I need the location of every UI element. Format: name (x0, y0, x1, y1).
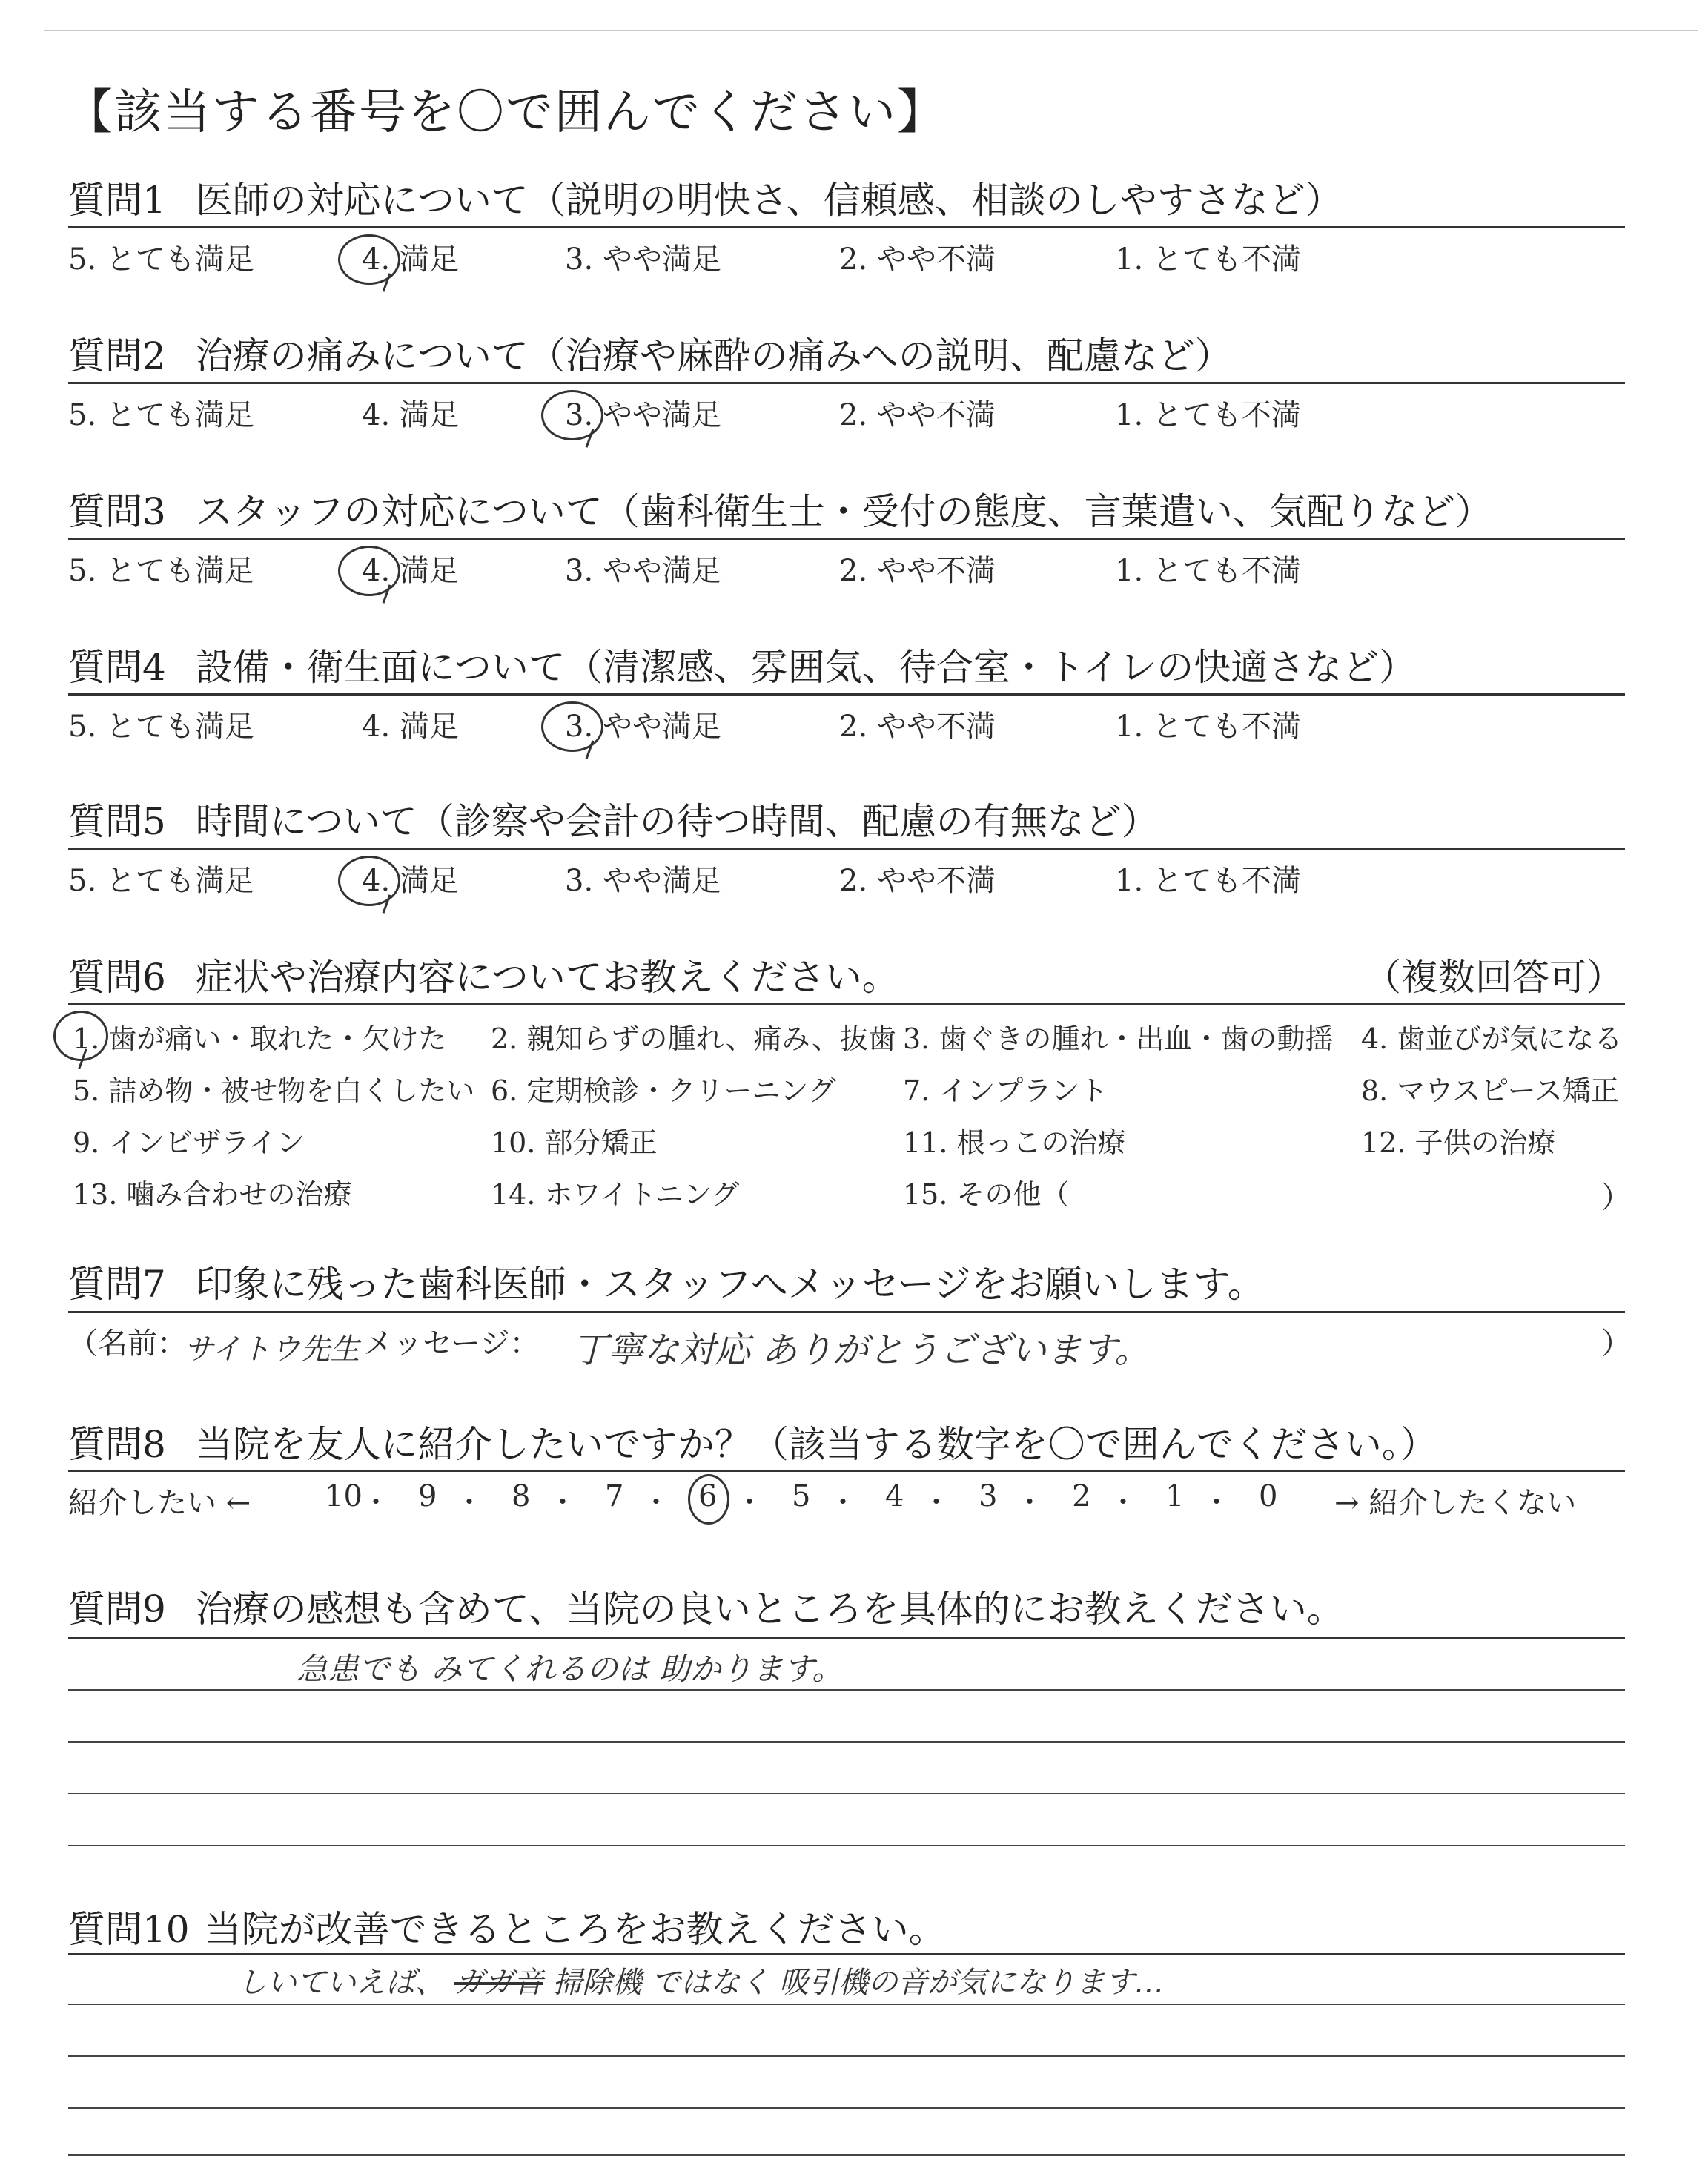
q9-answer-line (68, 1689, 1625, 1691)
q6-option[interactable]: 6. 定期検診・クリーニング (491, 1074, 836, 1107)
q8-scale-number[interactable]: 10 (325, 1479, 363, 1513)
q7-message-label: メッセージ： (363, 1327, 540, 1361)
q8-rule (68, 1470, 1625, 1472)
q8-separator: ・ (1109, 1486, 1138, 1519)
selection-circle (541, 701, 603, 752)
q9-heading (68, 1579, 1344, 1633)
rating-option[interactable]: 1. とても不満 (1115, 554, 1301, 588)
q6-option[interactable]: 10. 部分矯正 (491, 1126, 658, 1159)
q7-rule (68, 1311, 1625, 1313)
q8-heading (68, 1415, 1437, 1468)
q8-separator: ・ (549, 1486, 577, 1519)
rating-option[interactable]: 5. とても満足 (68, 554, 254, 588)
q6-option[interactable]: 8. マウスピース矯正 (1361, 1074, 1619, 1107)
q6-option[interactable]: 9. インビザライン (73, 1126, 305, 1159)
q9-answer: 急患でも みてくれるのは 助かります。 (297, 1651, 844, 1687)
q10-answer-line (68, 2107, 1625, 2109)
rating-option[interactable]: 3. やや満足 (565, 554, 721, 588)
q6-rule (68, 1003, 1625, 1005)
q8-separator: ・ (642, 1486, 671, 1519)
q7-name-value: サイトウ先生 (184, 1332, 360, 1367)
q8-separator: ・ (455, 1486, 484, 1519)
q9-text: 治療の感想も含めて、当院の良いところを具体的にお教えください。 (195, 1588, 1344, 1631)
q6-option[interactable]: 4. 歯並びが気になる (1361, 1023, 1623, 1055)
question-text: 医師の対応について（説明の明快さ、信頼感、相談のしやすさなど） (195, 179, 1343, 222)
q8-scale-number[interactable]: 2 (1072, 1479, 1091, 1513)
question-label: 質問1 (68, 179, 166, 222)
selection-circle (338, 856, 400, 906)
q10-rule (68, 1953, 1625, 1955)
question-rule (68, 693, 1625, 696)
q9-rule (68, 1637, 1625, 1639)
q6-option[interactable]: 14. ホワイトニング (491, 1178, 740, 1211)
question-heading (68, 792, 1159, 845)
q8-scale-number[interactable]: 4 (885, 1479, 904, 1513)
q6-option[interactable]: 11. 根っこの治療 (903, 1126, 1126, 1159)
q8-separator: ・ (829, 1486, 858, 1519)
q8-separator: ・ (362, 1486, 391, 1519)
question-heading (68, 482, 1492, 535)
q9-answer-line (68, 1741, 1625, 1743)
q6-close-paren: ） (1601, 1180, 1631, 1215)
rating-option[interactable]: 2. やや不満 (839, 398, 996, 432)
q8-scale-number[interactable]: 8 (512, 1479, 531, 1513)
question-label: 質問2 (68, 334, 166, 377)
rating-option[interactable]: 2. やや不満 (839, 554, 996, 588)
rating-option[interactable]: 5. とても満足 (68, 242, 254, 277)
rating-option[interactable]: 5. とても満足 (68, 864, 254, 898)
rating-option[interactable]: 4. 満足 (362, 242, 459, 277)
rating-option[interactable]: 1. とても不満 (1115, 864, 1301, 898)
q6-option[interactable]: 7. インプラント (903, 1074, 1108, 1107)
q8-scale-number[interactable]: 9 (418, 1479, 437, 1513)
rating-option[interactable]: 2. やや不満 (839, 864, 996, 898)
q9-answer-line (68, 1793, 1625, 1794)
rating-option[interactable]: 1. とても不満 (1115, 710, 1301, 744)
question-text: 設備・衛生面について（清潔感、雰囲気、待合室・トイレの快適さなど） (195, 646, 1417, 689)
q10-answer-struck: ガガ音 (454, 1966, 543, 2000)
q7-name-label: （名前： (68, 1327, 187, 1361)
q6-selection-circle (53, 1011, 108, 1061)
selection-circle (338, 546, 400, 596)
rating-option[interactable]: 2. やや不満 (839, 242, 996, 277)
q6-option[interactable]: 15. その他（ (903, 1178, 1070, 1211)
q7-close-paren: ） (1601, 1327, 1631, 1361)
q8-separator: ・ (922, 1486, 951, 1519)
q6-option[interactable]: 12. 子供の治療 (1361, 1126, 1556, 1159)
top-border (44, 30, 1698, 31)
rating-option[interactable]: 4. 満足 (362, 864, 459, 898)
q10-answer-line (68, 2154, 1625, 2156)
rating-option[interactable]: 3. やや満足 (565, 710, 721, 744)
rating-option[interactable]: 4. 満足 (362, 398, 459, 432)
q9-label: 質問9 (68, 1588, 166, 1631)
q6-option[interactable]: 3. 歯ぐきの腫れ・出血・歯の動揺 (903, 1023, 1334, 1055)
page-title: 【該当する番号を〇で囲んでください】 (65, 85, 946, 140)
q8-separator: ・ (1202, 1486, 1231, 1519)
q10-heading (68, 1900, 946, 1953)
question-text: スタッフの対応について（歯科衛生士・受付の態度、言葉遣い、気配りなど） (195, 490, 1492, 533)
question-text: 治療の痛みについて（治療や麻酔の痛みへの説明、配慮など） (195, 334, 1232, 377)
q8-left-label: 紹介したい ← (68, 1486, 251, 1520)
q10-answer-line (68, 2004, 1625, 2005)
question-heading (68, 171, 1343, 224)
q6-option[interactable]: 5. 詰め物・被せ物を白くしたい (73, 1074, 475, 1107)
q8-scale-number[interactable]: 7 (605, 1479, 624, 1513)
rating-option[interactable]: 1. とても不満 (1115, 398, 1301, 432)
question-label: 質問3 (68, 490, 166, 533)
q8-scale-number[interactable]: 6 (698, 1479, 718, 1513)
rating-option[interactable]: 3. やや満足 (565, 864, 721, 898)
question-heading (68, 638, 1416, 691)
q10-answer-prefix: しいていえば、 (237, 1966, 445, 2000)
q8-scale-number[interactable]: 3 (979, 1479, 998, 1513)
question-rule (68, 382, 1625, 384)
rating-option[interactable]: 4. 満足 (362, 554, 459, 588)
q8-scale-number[interactable]: 0 (1259, 1479, 1278, 1513)
q10-answer (237, 1959, 1165, 2001)
q8-selection-circle (688, 1474, 729, 1525)
selection-circle (541, 390, 603, 440)
question-rule (68, 226, 1625, 228)
question-rule (68, 848, 1625, 850)
q10-label: 質問10 (68, 1908, 190, 1951)
rating-option[interactable]: 1. とても不満 (1115, 242, 1301, 277)
question-label: 質問4 (68, 646, 166, 689)
q10-answer-line (68, 2055, 1625, 2057)
q8-separator: ・ (1016, 1486, 1045, 1519)
q7-text: 印象に残った歯科医師・スタッフへメッセージをお願いします。 (195, 1263, 1265, 1306)
rating-option[interactable]: 2. やや不満 (839, 710, 996, 744)
q8-text: 当院を友人に紹介したいですか？（該当する数字を〇で囲んでください。） (195, 1423, 1437, 1466)
rating-option[interactable]: 3. やや満足 (565, 398, 721, 432)
question-text: 時間について（診察や会計の待つ時間、配慮の有無など） (195, 800, 1159, 843)
selection-circle (338, 234, 400, 285)
q7-message-value: 丁寧な対応 ありがとうございます。 (572, 1330, 1151, 1371)
q8-scale-number[interactable]: 1 (1165, 1479, 1185, 1513)
q8-right-label: → 紹介したくない (1334, 1486, 1577, 1520)
q8-separator: ・ (735, 1486, 764, 1519)
q10-text: 当院が改善できるところをお教えください。 (204, 1908, 946, 1951)
q6-note: （複数回答可） (1364, 956, 1623, 999)
rating-option[interactable]: 4. 満足 (362, 710, 459, 744)
question-heading (68, 326, 1232, 380)
q10-answer-rest: 掃除機 ではなく 吸引機の音が気になります… (552, 1966, 1165, 2000)
question-rule (68, 538, 1625, 540)
rating-option[interactable]: 5. とても満足 (68, 398, 254, 432)
rating-option[interactable]: 5. とても満足 (68, 710, 254, 744)
q9-answer-line (68, 1845, 1625, 1846)
q6-option[interactable]: 2. 親知らずの腫れ、痛み、抜歯 (491, 1023, 896, 1055)
q6-heading (68, 948, 899, 1001)
q6-text: 症状や治療内容についてお教えください。 (195, 956, 899, 999)
question-label: 質問5 (68, 800, 166, 843)
q8-label: 質問8 (68, 1423, 166, 1466)
rating-option[interactable]: 3. やや満足 (565, 242, 721, 277)
q6-option[interactable]: 1. 歯が痛い・取れた・欠けた (73, 1023, 447, 1055)
q7-label: 質問7 (68, 1263, 166, 1306)
q8-scale-number[interactable]: 5 (792, 1479, 811, 1513)
q6-option[interactable]: 13. 噛み合わせの治療 (73, 1178, 352, 1211)
q7-heading (68, 1255, 1265, 1308)
q6-label: 質問6 (68, 956, 166, 999)
